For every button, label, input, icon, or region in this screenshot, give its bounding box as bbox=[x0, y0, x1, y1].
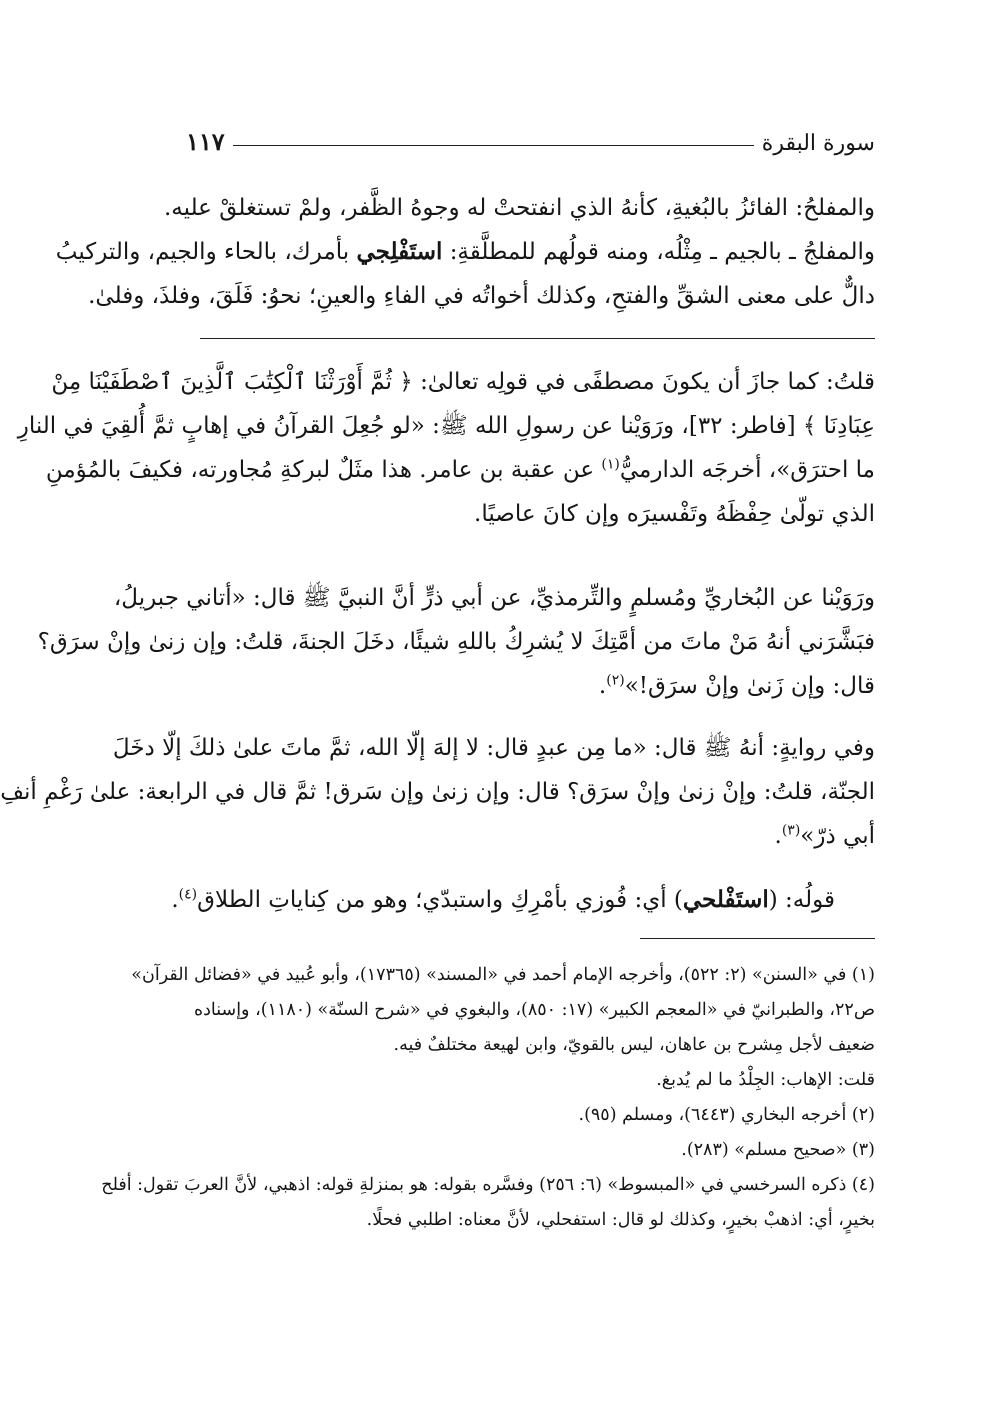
header-rule bbox=[233, 145, 754, 146]
text-run: . bbox=[598, 673, 607, 699]
page-number: ١١٧ bbox=[186, 127, 225, 156]
text-line: الذي تولّىٰ حِفْظَهُ وتَفْسيرَه وإن كانَ عاصيًا. bbox=[474, 501, 875, 527]
text-line bbox=[200, 814, 875, 858]
footnote-marker: (١) bbox=[601, 456, 620, 473]
bold-term: استَفْلحي bbox=[682, 886, 769, 913]
text-run: ) أي: فُوزي بأمْرِكِ واستبدّي؛ وهو من كِناياتِ الطلاق bbox=[197, 887, 683, 913]
text-line: دالٌّ على معنى الشقِّ والفتحِ، وكذلك أخواتُه في الفاءِ والعينِ؛ نحوُ: فَلَقَ، وفلذَ، وفلىٰ. bbox=[88, 283, 875, 309]
text-run: أبي ذرّ» bbox=[800, 823, 875, 849]
text-run: بأمرك، بالحاء والجيم، والتركيبُ bbox=[55, 239, 350, 265]
text-line: الجنّة، قلتُ: وإنْ زنىٰ وإنْ سرَق؟ قال: وإن زنىٰ وإن سَرق! ثمَّ قال في الرابعة: علىٰ رَغْمِ أنفِ bbox=[0, 779, 875, 805]
text-line: وفي روايةٍ: أنهُ ﷺ قال: «ما مِن عبدٍ قال: لا إلهَ إلّا الله، ثمَّ ماتَ علىٰ ذلكَ إلّا دخَلَ bbox=[112, 735, 875, 761]
footnote-marker: (٣) bbox=[781, 822, 801, 839]
footnote-2: (٢) أخرجه البخاري (٦٤٤٣)، ومسلم (٩٥). bbox=[578, 1105, 875, 1125]
text-run: ما احترَق»، أخرجَه الدارميُّ bbox=[619, 457, 875, 483]
text-run: . bbox=[171, 887, 179, 913]
footnote-marker: (٢) bbox=[606, 672, 625, 689]
text-line: فبَشَّرَني أنهُ مَنْ ماتَ من أمَّتِكَ لا يُشرِكُ باللهِ شيئًا، دخَلَ الجنةَ، قلتُ: وإن زنىٰ وإنْ سرَق؟ bbox=[37, 629, 875, 655]
text-line: عِبَادِنَا ﴾ [فاطر: ٣٢]، ورَوَيْنا عن رسولِ الله ﷺ: «لو جُعِلَ القرآنُ في إهابٍ ثمَّ أُلقِيَ في النارِ bbox=[17, 413, 875, 439]
text-run: . bbox=[774, 823, 782, 849]
commentary-paragraph-2 bbox=[37, 576, 875, 708]
running-header bbox=[186, 116, 875, 156]
text-run: قال: وإن زَنىٰ وإنْ سرَق!» bbox=[624, 673, 875, 699]
definition-paragraph bbox=[55, 186, 875, 318]
text-run: عن عقبة بن عامر. هذا مثَلٌ لبركةِ مُجاورته، فكيفَ بالمُؤمنِ bbox=[45, 457, 602, 483]
section-divider bbox=[200, 338, 875, 339]
text-line: والمفلحُ: الفائزُ بالبُغيةِ، كأنهُ الذي انفتحتْ له وجوهُ الظَّفر، ولمْ تستغلقْ عليه. bbox=[163, 195, 875, 221]
text-run: قولُه: ( bbox=[768, 887, 835, 913]
text-line: ورَوَيْنا عن البُخاريِّ ومُسلمٍ والتِّرمذيِّ، عن أبي ذرٍّ أنَّ النبيَّ ﷺ قال: «أتاني جبريلُ، bbox=[113, 585, 875, 611]
footnotes bbox=[101, 958, 875, 1238]
footnote-line: بخيرٍ، أي: اذهبْ بخيرٍ، وكذلك لو قال: استفحلي، لأنَّ معناه: اطلبي فحلًا. bbox=[366, 1210, 875, 1230]
text-run: والمفلجُ ـ بالجيم ـ مِثْلُه، ومنه قولُهم للمطلَّقةِ: bbox=[449, 239, 875, 265]
commentary-paragraph-4 bbox=[171, 878, 875, 922]
footnote-line: (٤) ذكره السرخسي في «المبسوط» (٦: ٢٥٦) وفسَّره بقوله: هو بمنزلةِ قوله: اذهبي، لأنَّ العربَ تقول: أفلح bbox=[101, 1175, 875, 1195]
footnote-line: قلت: الإهاب: الجِلْدُ ما لم يُدبغ. bbox=[656, 1070, 875, 1090]
text-line bbox=[45, 448, 875, 492]
text-line: قلتُ: كما جازَ أن يكونَ مصطفًى في قولِه تعالىٰ: ﴿ ثُمَّ أَوْرَثْنَا ٱلْكِتَٰبَ ٱلَّذِينَ ٱصْطَفَيْنَا مِنْ bbox=[51, 369, 875, 395]
footnote-3: (٣) «صحيح مسلم» (٢٨٣). bbox=[681, 1140, 875, 1160]
footnote-line: ضعيف لأجل مِشرح بن عاهان، ليس بالقويّ، وابن لهيعة مختلفٌ فيه. bbox=[393, 1035, 875, 1055]
footnote-line: ص٢٢، والطبرانيّ في «المعجم الكبير» (١٧: ٨٥٠)، والبغوي في «شرح السنّة» (١١٨٠)، وإسناده bbox=[193, 1000, 875, 1020]
text-line bbox=[200, 664, 875, 708]
surah-title: سورة البقرة bbox=[761, 131, 875, 156]
commentary-paragraph-3 bbox=[0, 726, 875, 858]
footnote-marker: (٤) bbox=[178, 886, 198, 903]
footnote-divider bbox=[640, 938, 875, 939]
footnote-line: (١) في «السنن» (٢: ٥٢٢)، وأخرجه الإمام أحمد في «المسند» (١٧٣٦٥)، وأبو عُبيد في «فضائل القرآن» bbox=[131, 965, 875, 985]
commentary-paragraph-1 bbox=[17, 360, 875, 536]
text-line bbox=[55, 230, 875, 274]
text-line bbox=[171, 878, 875, 922]
bold-term: استَفْلِجي bbox=[356, 238, 443, 265]
